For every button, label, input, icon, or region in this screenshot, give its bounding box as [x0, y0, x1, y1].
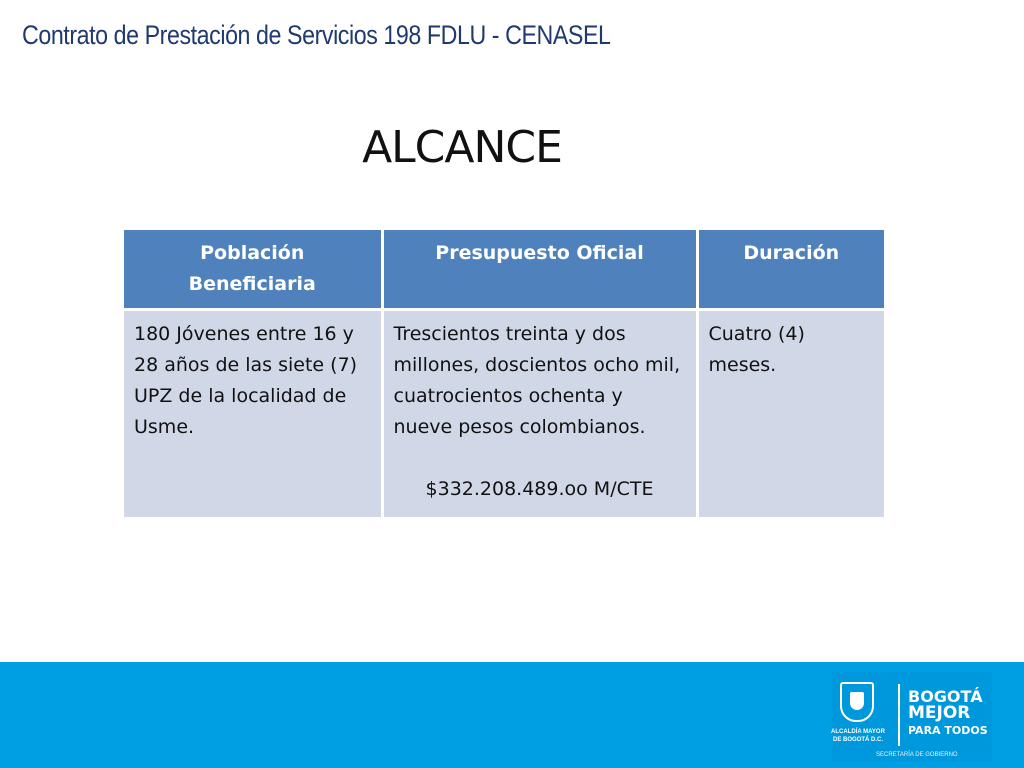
cell-duracion [697, 310, 884, 518]
logo-block [832, 672, 992, 762]
coat-of-arms-icon [840, 682, 874, 722]
brand-logo [908, 688, 988, 739]
secretaria-label: SECRETARÍA DE GOBIERNO [876, 752, 958, 758]
table-header-row [124, 230, 884, 310]
table-row [124, 310, 884, 518]
alcaldia-line2: DE BOGOTÁ D.C. [832, 737, 883, 743]
alcaldia-line1: ALCALDÍA MAYOR [831, 729, 885, 735]
brand-line1: BOGOTÁ [908, 687, 983, 706]
footer-bar [0, 662, 1024, 768]
scope-table [124, 230, 884, 517]
logo-divider [898, 684, 900, 746]
slide-title: ALCANCE [362, 122, 562, 173]
cell-presupuesto [382, 310, 697, 518]
crest-shield-icon [850, 692, 864, 710]
header-duracion: Duración [697, 230, 884, 310]
alcaldia-label [824, 728, 892, 744]
cell-poblacion [124, 310, 382, 518]
presupuesto-text: Trescientos treinta y dos millones, doscientos ocho mil, cuatrocientos ochenta y nueve pesos colombianos. [393, 323, 681, 438]
header-poblacion: Población Beneficiaria [124, 230, 382, 310]
brand-line3: PARA TODOS [908, 724, 988, 737]
header-title: Contrato de Prestación de Servicios 198 FDLU - CENASEL [22, 20, 611, 50]
duracion-text: Cuatro (4) meses. [708, 323, 805, 376]
brand-line2: MEJOR [908, 703, 971, 723]
header-presupuesto: Presupuesto Oficial [382, 230, 697, 310]
presupuesto-amount: $332.208.489.oo M/CTE [425, 478, 654, 500]
poblacion-text: 180 Jóvenes entre 16 y 28 años de las siete (7) UPZ de la localidad de Usme. [134, 323, 358, 438]
